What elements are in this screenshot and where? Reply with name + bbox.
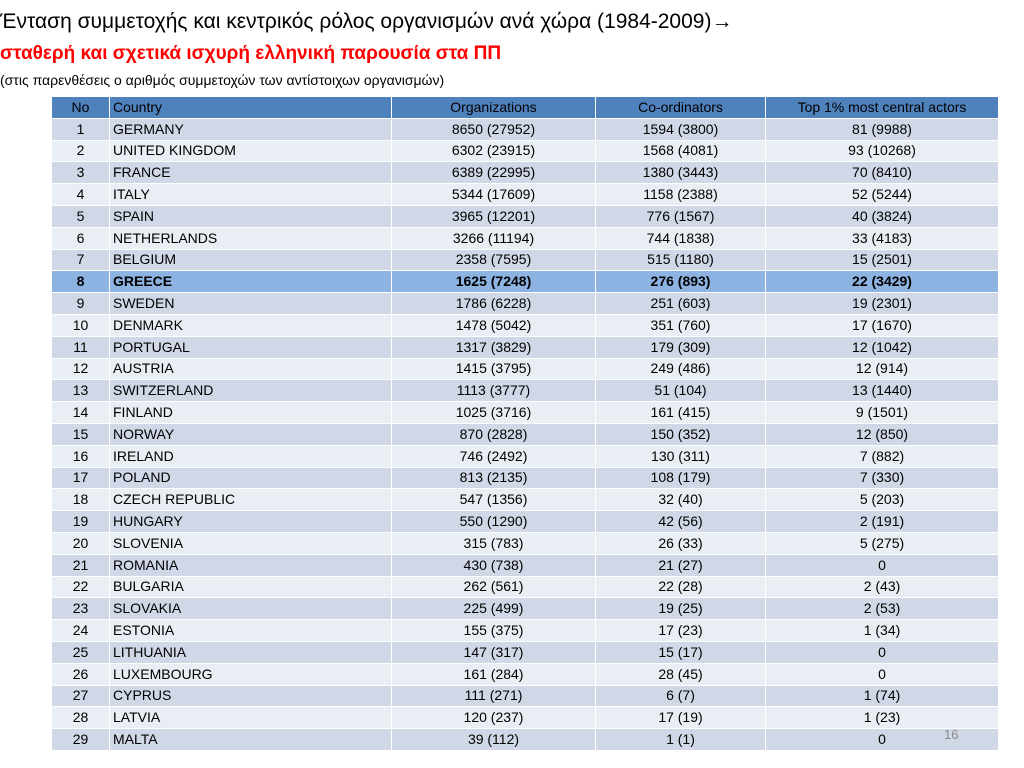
table-row: [52, 162, 999, 184]
cell-organizations: 547 (1356): [392, 489, 596, 511]
table-row: [52, 118, 999, 140]
cell-organizations: 1786 (6228): [392, 293, 596, 315]
table-row: [52, 598, 999, 620]
cell-organizations: 1478 (5042): [392, 314, 596, 336]
cell-no: 14: [52, 402, 110, 424]
cell-organizations: 1625 (7248): [392, 271, 596, 293]
cell-top-central: 5 (203): [766, 489, 999, 511]
cell-organizations: 3965 (12201): [392, 205, 596, 227]
cell-coordinators: 179 (309): [596, 336, 766, 358]
cell-top-central: 1 (34): [766, 620, 999, 642]
cell-organizations: 120 (237): [392, 707, 596, 729]
cell-coordinators: 1594 (3800): [596, 118, 766, 140]
cell-country: AUSTRIA: [110, 358, 392, 380]
cell-organizations: 6302 (23915): [392, 140, 596, 162]
arrow-right-icon: →: [711, 10, 733, 33]
cell-country: NORWAY: [110, 423, 392, 445]
cell-organizations: 3266 (11194): [392, 227, 596, 249]
cell-no: 17: [52, 467, 110, 489]
cell-no: 10: [52, 314, 110, 336]
table-row: [52, 140, 999, 162]
table-row: [52, 663, 999, 685]
cell-no: 15: [52, 423, 110, 445]
cell-country: HUNGARY: [110, 511, 392, 533]
cell-no: 18: [52, 489, 110, 511]
table-row: [52, 293, 999, 315]
cell-no: 4: [52, 184, 110, 206]
cell-coordinators: 150 (352): [596, 423, 766, 445]
cell-organizations: 2358 (7595): [392, 249, 596, 271]
cell-country: LITHUANIA: [110, 641, 392, 663]
table-row: [52, 271, 999, 293]
cell-coordinators: 28 (45): [596, 663, 766, 685]
cell-coordinators: 15 (17): [596, 641, 766, 663]
slide-title: [0, 9, 1024, 35]
cell-no: 7: [52, 249, 110, 271]
cell-coordinators: 776 (1567): [596, 205, 766, 227]
table-row: [52, 620, 999, 642]
table-row: [52, 227, 999, 249]
cell-coordinators: 21 (27): [596, 554, 766, 576]
cell-country: BULGARIA: [110, 576, 392, 598]
cell-organizations: 1113 (3777): [392, 380, 596, 402]
cell-top-central: 93 (10268): [766, 140, 999, 162]
cell-top-central: 70 (8410): [766, 162, 999, 184]
cell-no: 24: [52, 620, 110, 642]
cell-coordinators: 1568 (4081): [596, 140, 766, 162]
cell-top-central: 5 (275): [766, 532, 999, 554]
cell-coordinators: 130 (311): [596, 445, 766, 467]
cell-no: 25: [52, 641, 110, 663]
cell-coordinators: 351 (760): [596, 314, 766, 336]
cell-no: 22: [52, 576, 110, 598]
cell-organizations: 5344 (17609): [392, 184, 596, 206]
cell-organizations: 550 (1290): [392, 511, 596, 533]
table-row: [52, 402, 999, 424]
cell-top-central: 0: [766, 554, 999, 576]
cell-coordinators: 51 (104): [596, 380, 766, 402]
header-country: Country: [110, 97, 392, 119]
cell-top-central: 17 (1670): [766, 314, 999, 336]
table-row: [52, 489, 999, 511]
page-number: 16: [944, 727, 959, 742]
cell-no: 13: [52, 380, 110, 402]
table-row: [52, 249, 999, 271]
cell-top-central: 9 (1501): [766, 402, 999, 424]
cell-country: CZECH REPUBLIC: [110, 489, 392, 511]
cell-coordinators: 26 (33): [596, 532, 766, 554]
cell-organizations: 147 (317): [392, 641, 596, 663]
table-row: [52, 358, 999, 380]
cell-country: PORTUGAL: [110, 336, 392, 358]
cell-country: ROMANIA: [110, 554, 392, 576]
header-organizations: Organizations: [392, 97, 596, 119]
cell-top-central: 2 (43): [766, 576, 999, 598]
cell-coordinators: 251 (603): [596, 293, 766, 315]
cell-top-central: 12 (850): [766, 423, 999, 445]
table-row: [52, 641, 999, 663]
cell-organizations: 1025 (3716): [392, 402, 596, 424]
cell-top-central: 0: [766, 729, 999, 751]
table-row: [52, 576, 999, 598]
cell-country: MALTA: [110, 729, 392, 751]
table-row: [52, 511, 999, 533]
cell-country: ITALY: [110, 184, 392, 206]
cell-coordinators: 744 (1838): [596, 227, 766, 249]
cell-coordinators: 19 (25): [596, 598, 766, 620]
country-table: [51, 96, 999, 751]
cell-coordinators: 1 (1): [596, 729, 766, 751]
cell-no: 5: [52, 205, 110, 227]
cell-country: LATVIA: [110, 707, 392, 729]
cell-coordinators: 6 (7): [596, 685, 766, 707]
cell-country: SLOVAKIA: [110, 598, 392, 620]
slide-note: (στις παρενθέσεις ο αριθμός συμμετοχών των αντίστοιχων οργανισμών): [0, 72, 445, 88]
cell-country: GREECE: [110, 271, 392, 293]
table-row: [52, 707, 999, 729]
cell-country: FINLAND: [110, 402, 392, 424]
cell-coordinators: 17 (19): [596, 707, 766, 729]
cell-coordinators: 161 (415): [596, 402, 766, 424]
cell-country: DENMARK: [110, 314, 392, 336]
cell-top-central: 19 (2301): [766, 293, 999, 315]
cell-no: 20: [52, 532, 110, 554]
table-row: [52, 314, 999, 336]
table-row: [52, 685, 999, 707]
cell-country: FRANCE: [110, 162, 392, 184]
cell-organizations: 1317 (3829): [392, 336, 596, 358]
cell-organizations: 315 (783): [392, 532, 596, 554]
cell-coordinators: 249 (486): [596, 358, 766, 380]
cell-top-central: 12 (1042): [766, 336, 999, 358]
cell-coordinators: 108 (179): [596, 467, 766, 489]
table-row: [52, 205, 999, 227]
cell-no: 3: [52, 162, 110, 184]
cell-country: GERMANY: [110, 118, 392, 140]
cell-country: SWITZERLAND: [110, 380, 392, 402]
cell-top-central: 13 (1440): [766, 380, 999, 402]
cell-country: IRELAND: [110, 445, 392, 467]
cell-top-central: 7 (882): [766, 445, 999, 467]
cell-no: 23: [52, 598, 110, 620]
cell-no: 21: [52, 554, 110, 576]
cell-country: NETHERLANDS: [110, 227, 392, 249]
cell-top-central: 52 (5244): [766, 184, 999, 206]
cell-no: 9: [52, 293, 110, 315]
header-coordinators: Co-ordinators: [596, 97, 766, 119]
header-no: No: [52, 97, 110, 119]
cell-top-central: 0: [766, 641, 999, 663]
cell-organizations: 39 (112): [392, 729, 596, 751]
cell-organizations: 161 (284): [392, 663, 596, 685]
cell-top-central: 22 (3429): [766, 271, 999, 293]
cell-no: 28: [52, 707, 110, 729]
cell-country: SLOVENIA: [110, 532, 392, 554]
table-row: [52, 729, 999, 751]
table-row: [52, 532, 999, 554]
cell-organizations: 1415 (3795): [392, 358, 596, 380]
cell-top-central: 1 (23): [766, 707, 999, 729]
table-row: [52, 554, 999, 576]
cell-coordinators: 42 (56): [596, 511, 766, 533]
cell-coordinators: 32 (40): [596, 489, 766, 511]
cell-no: 8: [52, 271, 110, 293]
table-row: [52, 445, 999, 467]
cell-organizations: 813 (2135): [392, 467, 596, 489]
cell-coordinators: 1380 (3443): [596, 162, 766, 184]
cell-top-central: 12 (914): [766, 358, 999, 380]
table-row: [52, 423, 999, 445]
cell-country: CYPRUS: [110, 685, 392, 707]
cell-coordinators: 22 (28): [596, 576, 766, 598]
cell-coordinators: 515 (1180): [596, 249, 766, 271]
header-top-central: Top 1% most central actors: [766, 97, 999, 119]
cell-no: 12: [52, 358, 110, 380]
cell-no: 16: [52, 445, 110, 467]
table-body: [52, 118, 999, 750]
cell-top-central: 81 (9988): [766, 118, 999, 140]
cell-coordinators: 17 (23): [596, 620, 766, 642]
cell-country: LUXEMBOURG: [110, 663, 392, 685]
cell-no: 19: [52, 511, 110, 533]
cell-organizations: 262 (561): [392, 576, 596, 598]
cell-organizations: 6389 (22995): [392, 162, 596, 184]
cell-organizations: 870 (2828): [392, 423, 596, 445]
cell-coordinators: 276 (893): [596, 271, 766, 293]
cell-country: BELGIUM: [110, 249, 392, 271]
cell-organizations: 430 (738): [392, 554, 596, 576]
cell-top-central: 7 (330): [766, 467, 999, 489]
cell-country: SPAIN: [110, 205, 392, 227]
table-row: [52, 336, 999, 358]
cell-no: 2: [52, 140, 110, 162]
cell-no: 11: [52, 336, 110, 358]
cell-top-central: 1 (74): [766, 685, 999, 707]
cell-top-central: 2 (191): [766, 511, 999, 533]
cell-top-central: 0: [766, 663, 999, 685]
cell-top-central: 15 (2501): [766, 249, 999, 271]
cell-organizations: 8650 (27952): [392, 118, 596, 140]
cell-top-central: 33 (4183): [766, 227, 999, 249]
table-row: [52, 380, 999, 402]
table-header-row: [52, 97, 999, 119]
cell-no: 26: [52, 663, 110, 685]
cell-top-central: 40 (3824): [766, 205, 999, 227]
table-row: [52, 467, 999, 489]
cell-top-central: 2 (53): [766, 598, 999, 620]
cell-no: 1: [52, 118, 110, 140]
cell-organizations: 225 (499): [392, 598, 596, 620]
cell-country: ESTONIA: [110, 620, 392, 642]
cell-coordinators: 1158 (2388): [596, 184, 766, 206]
slide-subtitle: σταθερή και σχετικά ισχυρή ελληνική παρουσία στα ΠΠ: [0, 43, 502, 64]
cell-country: UNITED KINGDOM: [110, 140, 392, 162]
cell-organizations: 155 (375): [392, 620, 596, 642]
cell-country: POLAND: [110, 467, 392, 489]
cell-no: 27: [52, 685, 110, 707]
cell-no: 6: [52, 227, 110, 249]
cell-organizations: 111 (271): [392, 685, 596, 707]
cell-country: SWEDEN: [110, 293, 392, 315]
table-row: [52, 184, 999, 206]
cell-no: 29: [52, 729, 110, 751]
cell-organizations: 746 (2492): [392, 445, 596, 467]
title-text: Ένταση συμμετοχής και κεντρικός ρόλος οργανισμών ανά χώρα (1984-2009): [0, 10, 712, 33]
